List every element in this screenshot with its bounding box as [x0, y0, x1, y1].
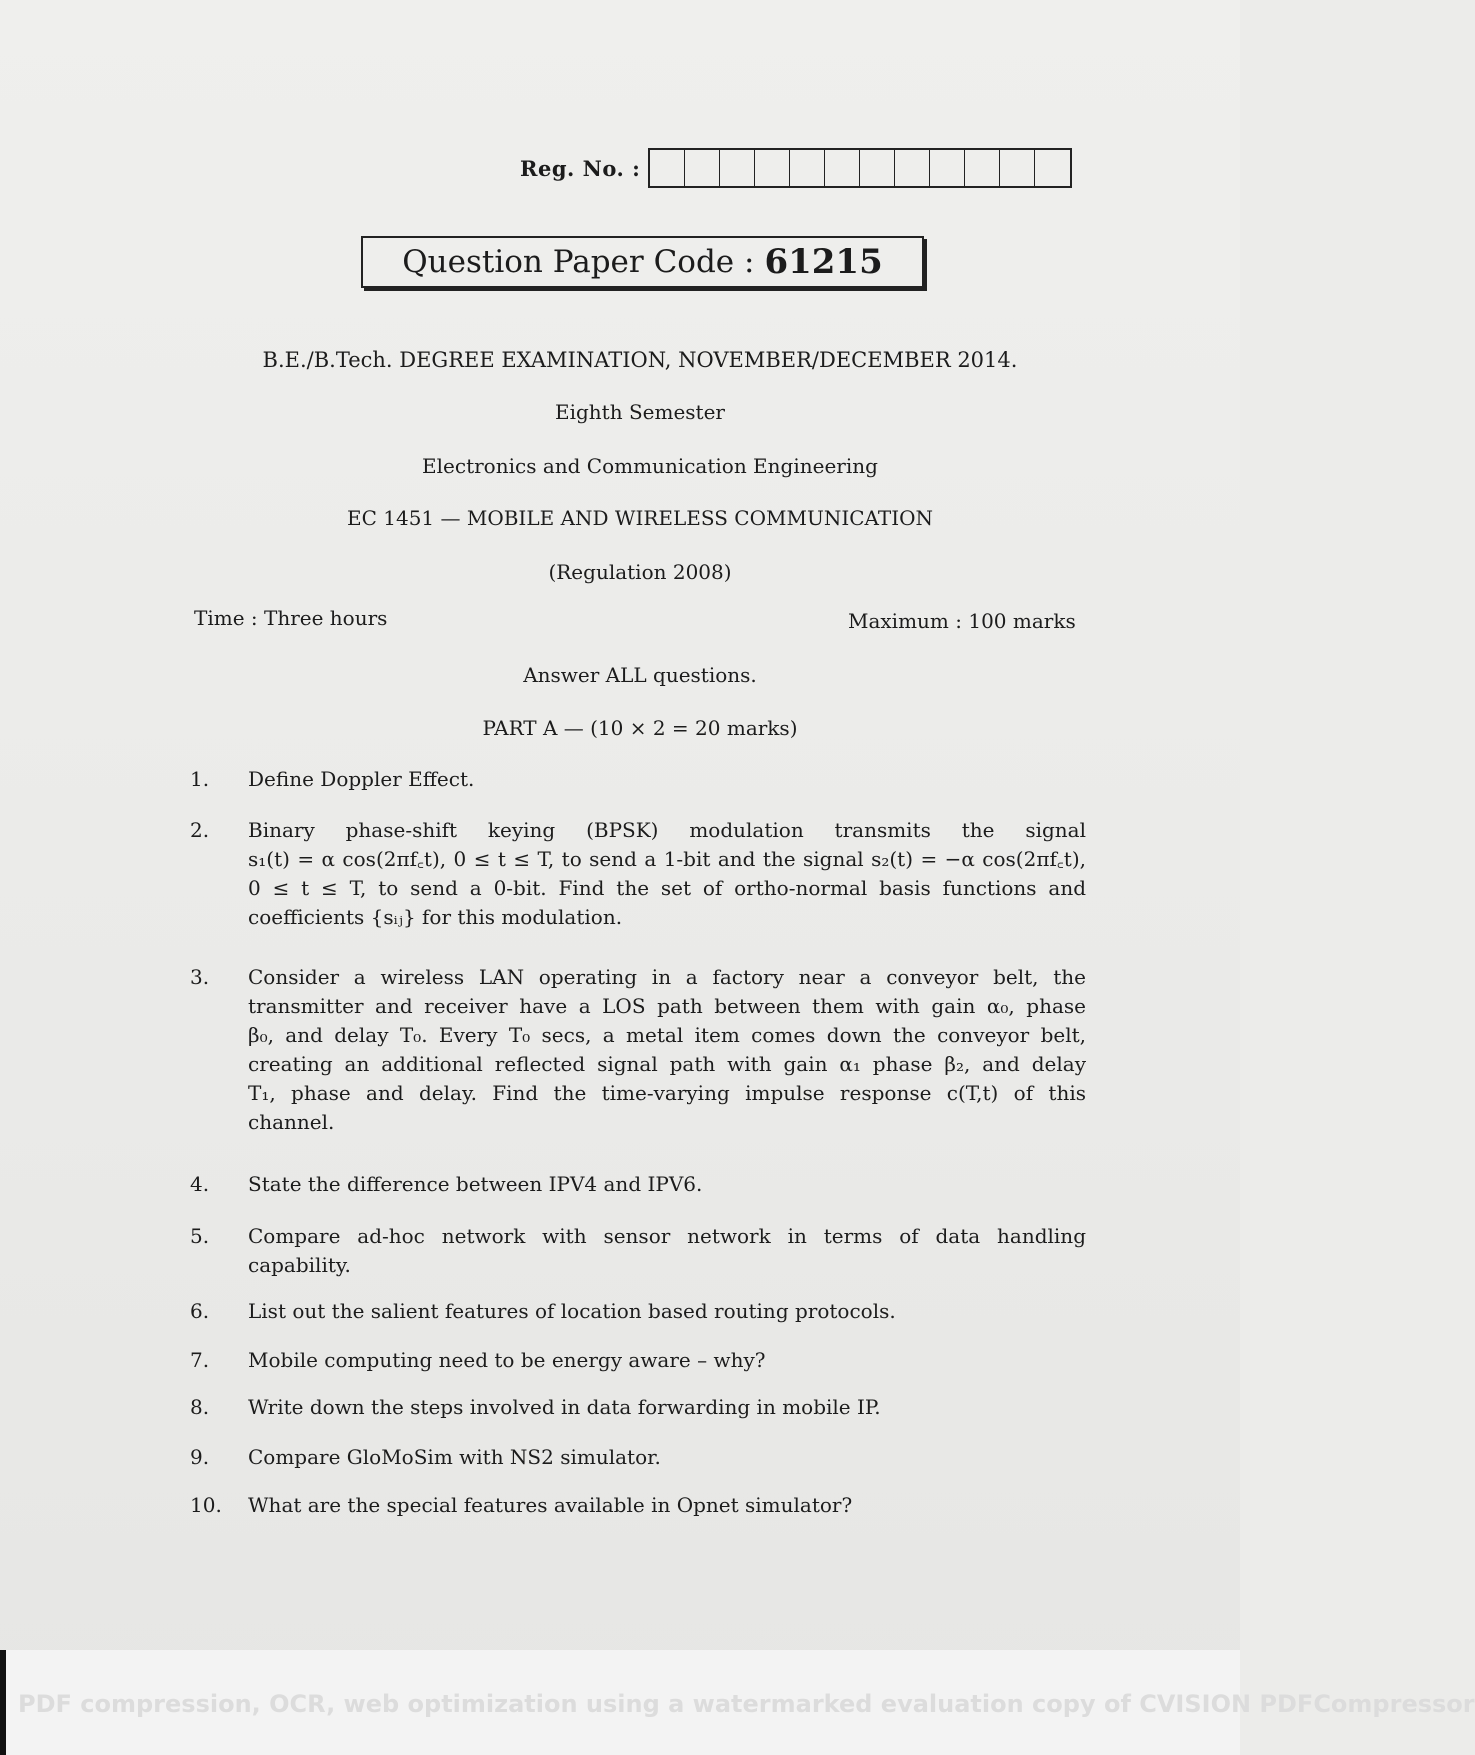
- reg-no-digit-box[interactable]: [895, 150, 930, 186]
- question-number: 2.: [190, 818, 210, 842]
- question-text: [248, 1346, 1086, 1375]
- exam-course: EC 1451 — MOBILE AND WIRELESS COMMUNICATION: [346, 506, 934, 530]
- reg-no-digit-box[interactable]: [825, 150, 860, 186]
- qpc-code: 61215: [764, 242, 883, 282]
- question-line: T₁, phase and delay. Find the time-varying impulse response c(T,t) of this: [248, 1081, 1086, 1105]
- reg-no-boxes[interactable]: [648, 148, 1072, 188]
- question-number: 10.: [190, 1493, 222, 1517]
- exam-department: Electronics and Communication Engineering: [422, 454, 878, 478]
- part-heading: PART A — (10 × 2 = 20 marks): [482, 716, 798, 740]
- question-text: [248, 1393, 1086, 1422]
- question-line: 0 ≤ t ≤ T, to send a 0-bit. Find the set of ortho-normal basis functions and: [248, 876, 1086, 900]
- exam-time: Time : Three hours: [194, 606, 388, 630]
- question-number: 9.: [190, 1445, 210, 1469]
- question-text: [248, 1491, 1086, 1520]
- qpc-label: Question Paper Code :: [402, 244, 755, 280]
- question-line: β₀, and delay T₀. Every T₀ secs, a metal item comes down the conveyor belt,: [248, 1023, 1086, 1047]
- question-line: Compare GloMoSim with NS2 simulator.: [248, 1445, 661, 1469]
- scan-edge: [0, 1650, 6, 1755]
- question-text: [248, 816, 1086, 932]
- question-line: creating an additional reflected signal path with gain α₁ phase β₂, and delay: [248, 1052, 1086, 1076]
- question-line: State the difference between IPV4 and IPV6.: [248, 1172, 703, 1196]
- reg-no-digit-box[interactable]: [860, 150, 895, 186]
- reg-no-digit-box[interactable]: [790, 150, 825, 186]
- exam-degree: B.E./B.Tech. DEGREE EXAMINATION, NOVEMBER/DECEMBER 2014.: [262, 348, 1018, 372]
- reg-no-digit-box[interactable]: [650, 150, 685, 186]
- question-text: [248, 963, 1086, 1137]
- question-line: What are the special features available in Opnet simulator?: [248, 1493, 853, 1517]
- reg-no-digit-box[interactable]: [1000, 150, 1035, 186]
- question-paper-code-box: [361, 236, 924, 288]
- question-number: 7.: [190, 1348, 210, 1372]
- question-number: 8.: [190, 1395, 210, 1419]
- reg-no-digit-box[interactable]: [755, 150, 790, 186]
- question-text: [248, 1443, 1086, 1472]
- reg-no-digit-box[interactable]: [685, 150, 720, 186]
- exam-instruction: Answer ALL questions.: [523, 663, 757, 687]
- reg-no-digit-box[interactable]: [720, 150, 755, 186]
- question-number: 5.: [190, 1224, 210, 1248]
- exam-semester: Eighth Semester: [555, 400, 725, 424]
- question-line: Consider a wireless LAN operating in a factory near a conveyor belt, the: [248, 965, 1086, 989]
- question-line: channel.: [248, 1110, 335, 1134]
- question-line: s₁(t) = α cos(2πf꜀t), 0 ≤ t ≤ T, to send a 1-bit and the signal s₂(t) = −α cos(2πf꜀t),: [248, 847, 1086, 871]
- watermark-text: PDF compression, OCR, web optimization using a watermarked evaluation copy of CVISION PDFCompressor: [18, 1690, 1475, 1718]
- question-text: [248, 765, 1086, 794]
- reg-no-digit-box[interactable]: [1035, 150, 1070, 186]
- question-text: [248, 1170, 1086, 1199]
- question-text: [248, 1297, 1086, 1326]
- question-line: coefficients {sᵢⱼ} for this modulation.: [248, 905, 623, 929]
- question-line: capability.: [248, 1253, 351, 1277]
- question-line: Mobile computing need to be energy aware – why?: [248, 1348, 766, 1372]
- question-line: Binary phase-shift keying (BPSK) modulation transmits the signal: [248, 818, 1086, 842]
- question-line: Compare ad-hoc network with sensor network in terms of data handling: [248, 1224, 1086, 1248]
- question-number: 3.: [190, 965, 210, 989]
- reg-no: [520, 148, 1072, 188]
- question-line: List out the salient features of location based routing protocols.: [248, 1299, 896, 1323]
- question-line: Write down the steps involved in data forwarding in mobile IP.: [248, 1395, 881, 1419]
- question-line: Define Doppler Effect.: [248, 767, 475, 791]
- question-number: 6.: [190, 1299, 210, 1323]
- reg-no-digit-box[interactable]: [930, 150, 965, 186]
- question-number: 1.: [190, 767, 210, 791]
- reg-no-digit-box[interactable]: [965, 150, 1000, 186]
- exam-regulation: (Regulation 2008): [548, 560, 732, 584]
- question-line: transmitter and receiver have a LOS path between them with gain α₀, phase: [248, 994, 1086, 1018]
- question-number: 4.: [190, 1172, 210, 1196]
- question-text: [248, 1222, 1086, 1280]
- exam-max-marks: Maximum : 100 marks: [848, 609, 1076, 633]
- reg-no-label: Reg. No. :: [520, 155, 641, 181]
